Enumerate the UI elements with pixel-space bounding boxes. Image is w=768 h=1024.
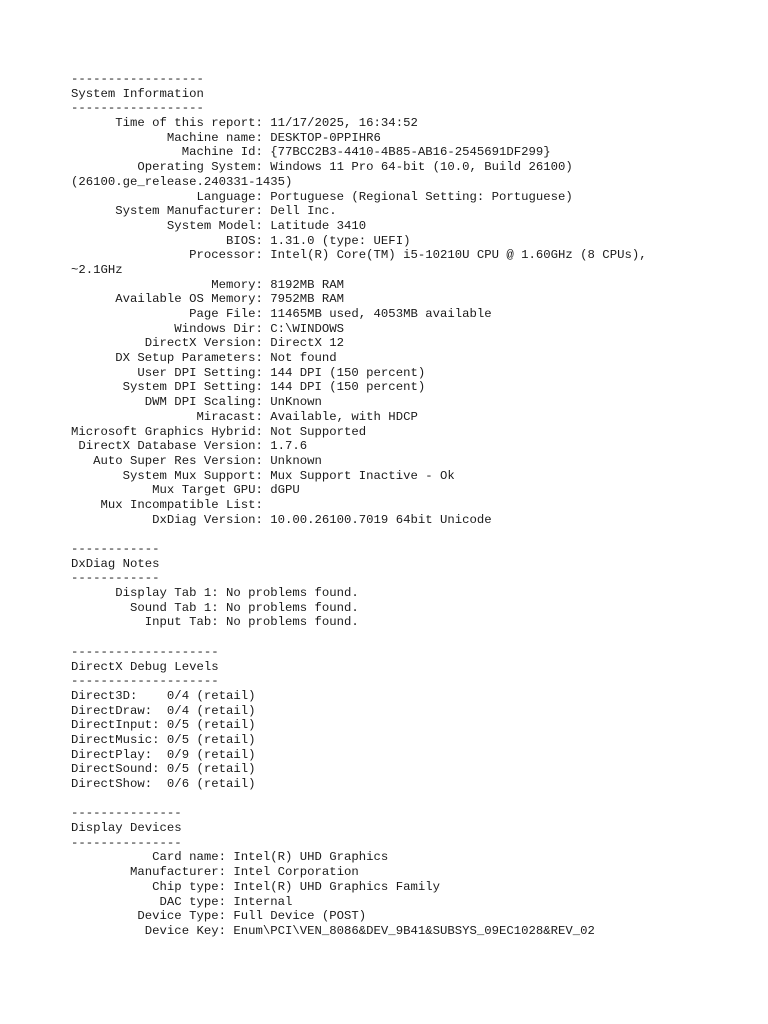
report-line: DirectSound: 0/5 (retail) [71,762,256,777]
report-line: Operating System: Windows 11 Pro 64-bit (10.0, Build 26100) [71,160,573,175]
report-line: Machine name: DESKTOP-0PPIHR6 [71,130,381,145]
blank-line [71,630,761,645]
section-heading: Display Devices [71,821,182,836]
section-heading: DxDiag Notes [71,556,160,571]
report-line: DirectInput: 0/5 (retail) [71,718,256,733]
report-line: Memory: 8192MB RAM [71,277,345,292]
section-heading: System Information [71,86,204,101]
section-divider: -------------------- [71,644,219,659]
report-line: Chip type: Intel(R) UHD Graphics Family [71,879,440,894]
report-line: DirectX Database Version: 1.7.6 [71,439,308,454]
report-line: Language: Portuguese (Regional Setting: Portuguese) [71,189,573,204]
section-divider: -------------------- [71,674,219,689]
report-line: Direct3D: 0/4 (retail) [71,688,256,703]
report-line: Device Type: Full Device (POST) [71,909,367,924]
dxdiag-report [71,72,761,939]
report-line: DX Setup Parameters: Not found [71,351,337,366]
report-line: DirectPlay: 0/9 (retail) [71,747,256,762]
report-line: Microsoft Graphics Hybrid: Not Supported [71,424,367,439]
report-line: BIOS: 1.31.0 (type: UEFI) [71,233,411,248]
report-line: Input Tab: No problems found. [71,615,359,630]
blank-line [71,792,761,807]
report-line: DirectShow: 0/6 (retail) [71,777,256,791]
section-divider: ------------ [71,542,160,556]
report-line: Display Tab 1: No problems found. [71,586,359,601]
report-line: DirectDraw: 0/4 (retail) [71,703,256,718]
report-line: System Mux Support: Mux Support Inactive - Ok [71,468,455,483]
report-line: System Manufacturer: Dell Inc. [71,204,337,219]
report-line: ~2.1GHz [71,262,123,277]
report-line: DirectMusic: 0/5 (retail) [71,732,256,747]
section-divider: --------------- [71,806,182,821]
report-line: Card name: Intel(R) UHD Graphics [71,850,389,865]
report-line: User DPI Setting: 144 DPI (150 percent) [71,365,426,380]
report-line: System Model: Latitude 3410 [71,218,367,233]
report-line: DirectX Version: DirectX 12 [71,336,345,351]
report-line: System DPI Setting: 144 DPI (150 percent) [71,380,426,395]
report-line: DxDiag Version: 10.00.26100.7019 64bit Unicode [71,512,492,527]
report-line: Mux Incompatible List: [71,497,271,512]
report-line: Processor: Intel(R) Core(TM) i5-10210U CPU @ 1.60GHz (8 CPUs), [71,248,647,263]
report-line: Windows Dir: C:\WINDOWS [71,321,345,336]
section-heading: DirectX Debug Levels [71,659,219,674]
report-line: DAC type: Internal [71,894,293,909]
report-line: Page File: 11465MB used, 4053MB available [71,307,492,321]
report-line: Manufacturer: Intel Corporation [71,865,359,880]
report-line: Auto Super Res Version: Unknown [71,453,322,468]
report-line: Machine Id: {77BCC2B3-4410-4B85-AB16-2545691DF299} [71,145,551,160]
report-line: (26100.ge_release.240331-1435) [71,174,293,189]
report-line: Available OS Memory: 7952MB RAM [71,292,345,307]
report-line: Device Key: Enum\PCI\VEN_8086&DEV_9B41&SUBSYS_09EC1028&REV_02 [71,923,595,938]
blank-line [71,527,761,542]
report-line: Mux Target GPU: dGPU [71,483,300,498]
report-line: Miracast: Available, with HDCP [71,409,418,424]
section-divider: ------------ [71,571,160,586]
section-divider: --------------- [71,835,182,850]
section-divider: ------------------ [71,72,204,86]
report-line: DWM DPI Scaling: UnKnown [71,395,322,410]
section-divider: ------------------ [71,101,204,116]
report-line: Time of this report: 11/17/2025, 16:34:52 [71,116,418,131]
report-line: Sound Tab 1: No problems found. [71,600,359,615]
